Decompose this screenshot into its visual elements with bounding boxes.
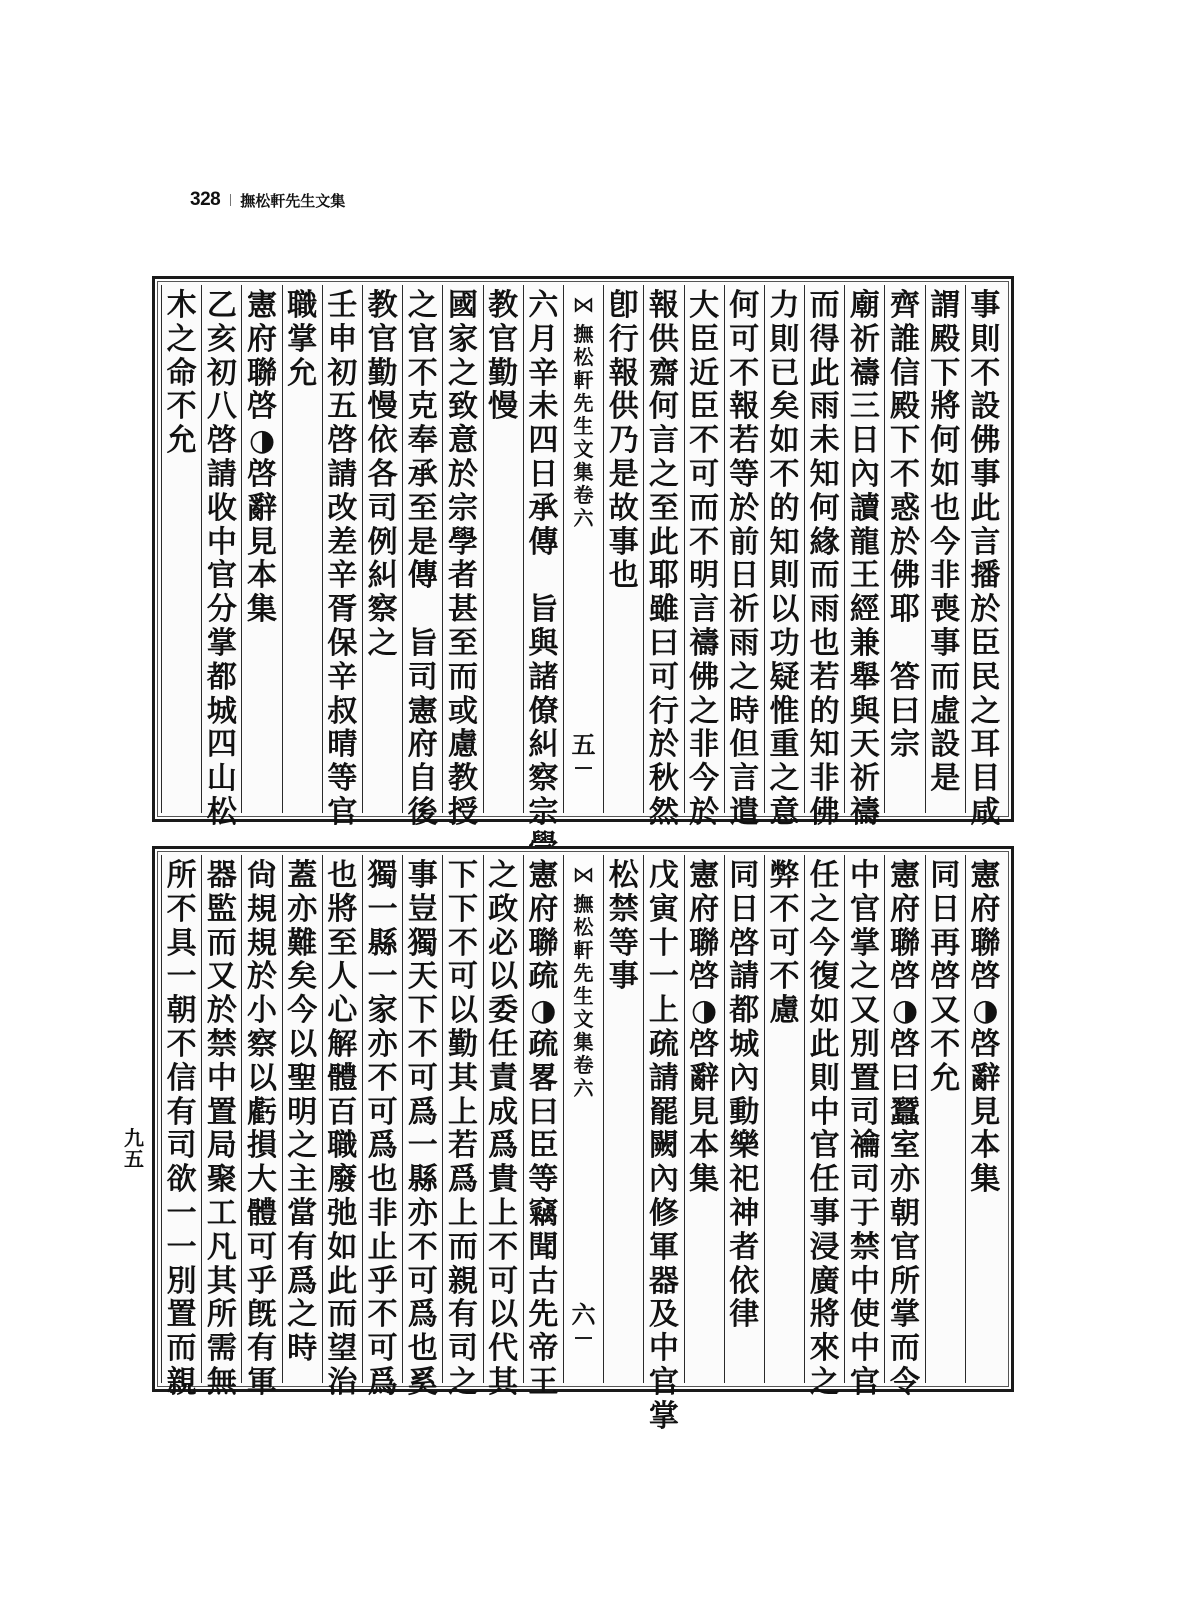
column-text: 教 官 勤 慢 依 各 司 例 糾 察 之 <box>367 288 398 661</box>
column-text: 事 豈 獨 天 下 不 可 爲 一 縣 亦 不 可 爲 也 奚 <box>407 858 438 1400</box>
column-text: 力 則 已 矣 如 不 的 知 則 以 功 疑 惟 重 之 意 <box>769 288 800 830</box>
text-column <box>322 855 362 1400</box>
leaf-number: 六 <box>571 1300 596 1329</box>
book-title: 撫松軒先生文集 <box>240 191 346 210</box>
text-column <box>161 855 201 1400</box>
leaf-number: 五 <box>571 730 596 759</box>
column-text: 同 日 再 啓 又 不 允 <box>930 858 961 1096</box>
text-column <box>684 285 724 830</box>
text-column <box>764 285 804 830</box>
column-text: 所 不 具 一 朝 不 信 有 司 欲 一 一 別 置 而 親 <box>166 858 197 1400</box>
column-text: 也 將 至 人 心 解 體 百 職 廢 弛 如 此 而 望 治 <box>327 858 358 1400</box>
column-text: 任 之 今 復 如 此 則 中 官 任 事 浸 廣 將 來 之 <box>809 858 840 1400</box>
woodblock-page-top <box>152 276 1014 830</box>
side-folio-number: 九 五 <box>124 1126 144 1171</box>
text-column <box>402 285 442 830</box>
text-column <box>442 855 482 1400</box>
text-column <box>322 285 362 830</box>
fish-tail-mark: ⋈ <box>572 293 595 318</box>
text-column <box>643 285 683 830</box>
text-column <box>201 285 241 830</box>
text-column <box>965 855 1005 1383</box>
column-text: 獨 一 縣 一 家 亦 不 可 爲 也 非 止 乎 不 可 爲 <box>367 858 398 1400</box>
header-separator <box>230 194 231 206</box>
text-column <box>764 855 804 1383</box>
column-text: 大 臣 近 臣 不 可 而 不 明 言 禱 佛 之 非 今 於 <box>689 288 720 830</box>
text-column <box>442 285 482 830</box>
volume-title: 撫 松 軒 先 生 文 集 卷 六 <box>573 892 594 1100</box>
text-column <box>724 285 764 830</box>
text-column <box>844 855 884 1400</box>
woodblock-page-bottom <box>152 846 1014 1434</box>
text-column <box>884 855 924 1400</box>
column-text: 憲 府 聯 啓 ◑ 啓 辭 見 本 集 <box>970 858 1001 1198</box>
text-column <box>362 855 402 1400</box>
text-column <box>965 285 1005 830</box>
text-column <box>523 285 563 830</box>
center-fold-column <box>563 855 603 1383</box>
text-column <box>362 285 402 813</box>
leaf-divider <box>575 1337 592 1339</box>
column-text: 教 官 勤 慢 <box>488 288 519 425</box>
page-header <box>190 188 345 212</box>
text-column <box>161 285 201 813</box>
leaf-divider <box>575 767 592 769</box>
text-column <box>603 855 643 1383</box>
column-text: 乙 亥 初 八 啓 請 收 中 官 分 掌 都 城 四 山 松 <box>206 288 237 830</box>
column-text: 而 得 此 雨 未 知 何 緣 而 雨 也 若 的 知 非 佛 <box>809 288 840 830</box>
column-text: 事 則 不 設 佛 事 此 言 播 於 臣 民 之 耳 目 咸 <box>970 288 1001 830</box>
text-column <box>201 855 241 1400</box>
fish-tail-mark: ⋈ <box>572 863 595 888</box>
text-column <box>804 855 844 1400</box>
center-fold-column <box>563 285 603 813</box>
text-column <box>925 285 965 813</box>
text-column <box>684 855 724 1383</box>
page-number: 328 <box>190 189 221 210</box>
column-text: 報 供 齋 何 言 之 至 此 耶 雖 曰 可 行 於 秋 然 <box>648 288 679 830</box>
text-columns <box>161 855 1005 1434</box>
column-text: 壬 申 初 五 啓 請 改 差 辛 胥 保 辛 叔 晴 等 官 <box>327 288 358 830</box>
text-column <box>925 855 965 1383</box>
column-text: 齊 誰 信 殿 下 不 惑 於 佛 耶 答 曰 宗 <box>890 288 921 763</box>
column-text: 廟 祈 禱 三 日 內 讀 龍 王 經 兼 舉 與 天 祈 禱 <box>849 288 880 830</box>
column-text: 之 官 不 克 奉 承 至 是 傳 旨 司 憲 府 自 後 <box>407 288 438 830</box>
text-column <box>402 855 442 1400</box>
text-column <box>241 285 281 813</box>
column-text: 卽 行 報 供 乃 是 故 事 也 <box>608 288 639 594</box>
column-text: 憲 府 聯 啓 ◑ 啓 辭 見 本 集 <box>247 288 278 628</box>
text-column <box>603 285 643 813</box>
text-column <box>282 285 322 813</box>
text-columns <box>161 285 1005 830</box>
column-text: 中 官 掌 之 又 別 置 司 禴 司 于 禁 中 使 中 官 <box>849 858 880 1400</box>
column-text: 木 之 命 不 允 <box>166 288 197 459</box>
text-column <box>724 855 764 1383</box>
column-text: 憲 府 聯 啓 ◑ 啓 辭 見 本 集 <box>689 858 720 1198</box>
text-column <box>483 285 523 813</box>
column-text: 尙 規 規 於 小 察 以 虧 損 大 體 可 乎 旣 有 軍 <box>247 858 278 1400</box>
text-column <box>241 855 281 1400</box>
column-text: 下 下 不 可 以 勤 其 上 若 爲 上 而 親 有 司 之 <box>447 858 478 1400</box>
text-column <box>523 855 563 1400</box>
text-column <box>282 855 322 1383</box>
text-column <box>844 285 884 830</box>
column-text: 憲 府 聯 疏 ◑ 疏 畧 曰 臣 等 竊 聞 古 先 帝 王 <box>528 858 559 1400</box>
text-column <box>643 855 683 1434</box>
text-column <box>804 285 844 830</box>
column-text: 六 月 辛 未 四 日 承 傳 旨 與 諸 僚 糾 察 宗 <box>528 288 559 830</box>
volume-title: 撫 松 軒 先 生 文 集 卷 六 <box>573 322 594 530</box>
column-text: 蓋 亦 難 矣 今 以 聖 明 之 主 當 有 爲 之 時 <box>287 858 318 1367</box>
column-text: 戊 寅 十 一 上 疏 請 罷 闕 內 修 軍 器 及 中 官 掌 <box>648 858 679 1434</box>
column-text: 之 政 必 以 委 任 責 成 爲 貴 上 不 可 以 代 其 <box>488 858 519 1400</box>
column-text: 同 日 啓 請 都 城 內 動 樂 祀 神 者 依 律 <box>729 858 760 1333</box>
column-text: 憲 府 聯 啓 ◑ 啓 曰 蠶 室 亦 朝 官 所 掌 而 令 <box>890 858 921 1400</box>
column-text: 國 家 之 致 意 於 宗 學 者 甚 至 而 或 慮 教 授 <box>447 288 478 830</box>
column-text: 弊 不 可 不 慮 <box>769 858 800 1029</box>
column-text: 謂 殿 下 將 何 如 也 今 非 喪 事 而 虛 設 是 <box>930 288 961 797</box>
column-text: 職 掌 允 <box>287 288 318 391</box>
column-text: 松 禁 等 事 <box>608 858 639 995</box>
text-column <box>884 285 924 813</box>
column-text: 器 監 而 又 於 禁 中 置 局 聚 工 凡 其 所 需 無 <box>206 858 237 1400</box>
text-column <box>483 855 523 1400</box>
column-text: 何 可 不 報 若 等 於 前 日 祈 雨 之 時 但 言 遣 <box>729 288 760 830</box>
